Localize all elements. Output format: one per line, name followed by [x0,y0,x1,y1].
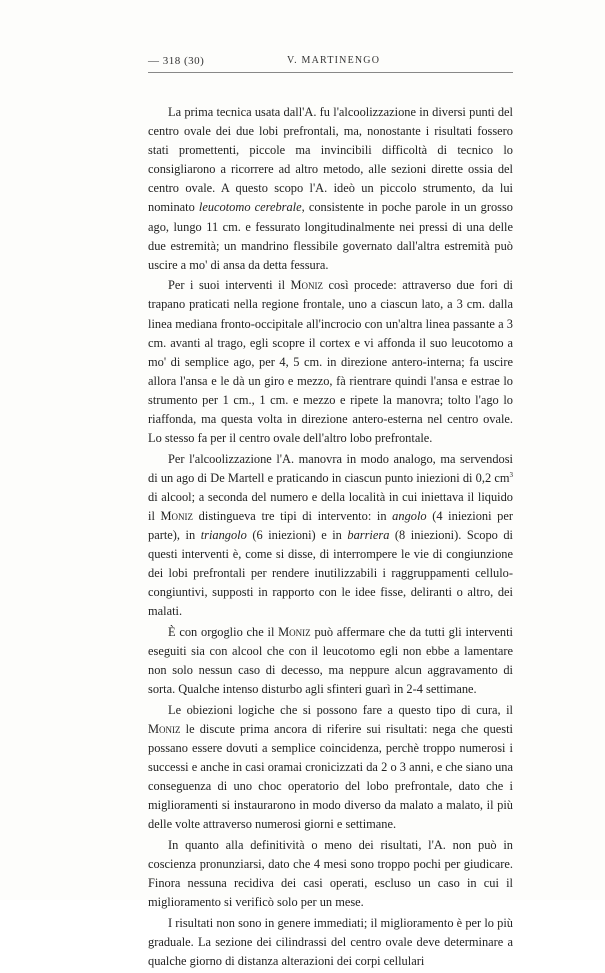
paragraph-2: Per i suoi interventi il Moniz così procede: attraverso due fori di trapano praticati nella regione frontale, uno a ciascun lato, a 3 cm. dalla linea mediana fronto-occipitale all'incrocio con un'altra linea passante a 3 cm. avanti al trago, egli scopre il cortex e vi affonda il suo leucotomo a mo' di semplice ago, per 4, 5 cm. in direzione antero-interna; fa uscire allora l'ansa e le dà un giro e mezzo, fà rientrare quindi l'ansa e estrae lo strumento per 1 cm., 1 cm. e mezzo e ripete la manovra; tolto l'ago lo riaffonda, ma questa volta in direzione antero-esterna nel centro ovale. Lo stesso fa per il centro ovale dell'altro lobo prefrontale. [148,278,513,446]
term-triangolo: triangolo [200,528,247,543]
header-rule [148,72,513,73]
term-angolo: angolo [392,508,427,523]
name-moniz: Moniz [290,278,324,293]
term-barriera: barriera [347,528,390,543]
paragraph-7: I risultati non sono in genere immediati; il miglioramento è per lo più graduale. La sezione dei cilindrassi del centro ovale deve determinare a qualche giorno di distanza alterazioni dei corpi cellulari [148,915,513,969]
term-leucotomo: leucotomo cerebrale [198,200,302,215]
paragraph-1: La prima tecnica usata dall'A. fu l'alcoolizzazione in diversi punti del centro ovale dei due lobi prefrontali, ma, nonostante i risultati fossero stati promettenti, piccole ma invincibili difficoltà di tecnico lo consigliarono a ricorrere ad altro metodo, alle sezioni dirette ossia del centro ovale. A questo scopo l'A. ideò un piccolo strumento, da lui nominato leucotomo cerebrale, consistente in poche parole in un grosso ago, lungo 11 cm. e fessurato longitudinalmente nei pressi di una delle due estremità; un mandrino flessibile governato dall'altra estremità può uscire a mo' di ansa da detta fessura. [148,105,514,272]
paragraph-6: In quanto alla definitività o meno dei risultati, l'A. non può in coscienza pronunziarsi, dato che 4 mesi sono troppo pochi per giudicare. Finora nessuna recidiva dei casi operati, escluso un caso in cui il miglioramento si verificò solo per un mese. [148,838,513,910]
running-header [148,55,513,73]
name-moniz: Moniz [148,722,181,736]
paragraph-5: Le obiezioni logiche che si possono fare a questo tipo di cura, il Moniz le discute prima ancora di riferire sui risultati: nega che questi possano essere dovuti a semplice coincidenza, perchè troppo numerosi i successi e anche in casi oramai cronicizzati da 2 o 3 anni, e che siano una conseguenza di uno choc operatorio del lobo prefrontale, dato che i miglioramenti si instaurarono in modo diverso da malato a malato, il più delle volte attraverso numerosi giorni e settimane. [148,702,513,832]
paragraph-4: È con orgoglio che il Moniz può affermare che da tutti gli interventi eseguiti sia con alcool che con il leucotomo egli non ebbe a lamentare non solo nessun caso di decesso, ma neppure alcun aggravamento di sorta. Qualche intenso disturbo agli sfinteri guarì in 2-4 settimane. [148,625,513,697]
body-text [148,103,513,973]
page-number: — 318 (30) [148,55,205,67]
name-moniz: Moniz [278,625,311,640]
name-moniz: Moniz [160,508,194,523]
running-header-author: V. MARTINENGO [287,55,381,66]
paragraph-3: Per l'alcoolizzazione l'A. manovra in modo analogo, ma servendosi di un ago di De Martell e praticando in ciascun punto iniezioni di 0,2 $cm^3$ di alcool; a seconda del numero e della località in cui iniettava il liquido il Moniz distingueva tre tipi di intervento: in angolo (4 iniezioni per parte), in triangolo (6 iniezioni) e in barriera (8 iniezioni). Scopo di questi interventi è, come si disse, di interrompere le vie di congiunzione dei lobi prefrontali per rendere inutilizzabili i raggruppamenti cellulo-congiuntivi, supposti in rapporto con le idee fisse, deliranti o altro, dei malati. [148,451,514,619]
superscript-3: 3 [509,470,513,479]
